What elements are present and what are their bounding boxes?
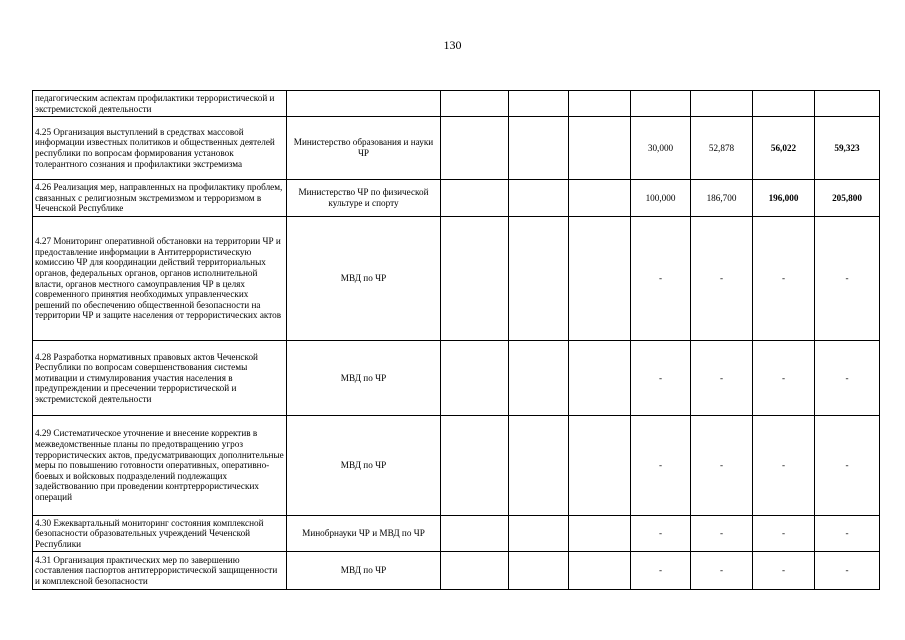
value-cell: 52,878 bbox=[691, 117, 753, 180]
empty-cell bbox=[569, 180, 631, 217]
empty-cell bbox=[569, 516, 631, 552]
empty-cell bbox=[441, 341, 509, 416]
value-cell: - bbox=[691, 217, 753, 341]
value-cell: 196,000 bbox=[753, 180, 815, 217]
value-cell: - bbox=[691, 516, 753, 552]
value-cell: - bbox=[815, 552, 880, 590]
value-cell: - bbox=[631, 217, 691, 341]
page-number: 130 bbox=[443, 38, 462, 52]
empty-cell bbox=[509, 552, 569, 590]
measure-description: 4.31 Организация практических мер по завершению составления паспортов антитеррористической защищенности и комплексной безопасности bbox=[33, 552, 287, 590]
table-row bbox=[33, 217, 880, 341]
value-cell: - bbox=[753, 217, 815, 341]
executor-cell: МВД по ЧР bbox=[287, 552, 441, 590]
value-cell: 100,000 bbox=[631, 180, 691, 217]
value-cell: - bbox=[631, 341, 691, 416]
empty-cell bbox=[441, 416, 509, 516]
empty-cell bbox=[569, 217, 631, 341]
value-cell: - bbox=[691, 552, 753, 590]
empty-cell bbox=[509, 341, 569, 416]
measure-description: педагогическим аспектам профилактики террористической и экстремистской деятельности bbox=[33, 91, 287, 117]
table-row bbox=[33, 341, 880, 416]
value-cell: 186,700 bbox=[691, 180, 753, 217]
empty-cell bbox=[441, 91, 509, 117]
value-cell bbox=[691, 91, 753, 117]
value-cell: 30,000 bbox=[631, 117, 691, 180]
value-cell: 56,022 bbox=[753, 117, 815, 180]
empty-cell bbox=[509, 217, 569, 341]
value-cell: 205,800 bbox=[815, 180, 880, 217]
empty-cell bbox=[509, 117, 569, 180]
table-row bbox=[33, 552, 880, 590]
executor-cell: МВД по ЧР bbox=[287, 341, 441, 416]
value-cell: - bbox=[753, 341, 815, 416]
table-row bbox=[33, 516, 880, 552]
executor-cell: Министерство ЧР по физической культуре и спорту bbox=[287, 180, 441, 217]
executor-cell: МВД по ЧР bbox=[287, 416, 441, 516]
measure-description: 4.30 Ежеквартальный мониторинг состояния комплексной безопасности образовательных учреждений Чеченской Республики bbox=[33, 516, 287, 552]
value-cell: - bbox=[753, 516, 815, 552]
value-cell: - bbox=[753, 416, 815, 516]
empty-cell bbox=[441, 180, 509, 217]
value-cell: - bbox=[815, 516, 880, 552]
measures-table bbox=[32, 90, 880, 590]
value-cell: - bbox=[691, 341, 753, 416]
empty-cell bbox=[509, 416, 569, 516]
value-cell: - bbox=[815, 416, 880, 516]
table-row bbox=[33, 117, 880, 180]
value-cell: - bbox=[691, 416, 753, 516]
empty-cell bbox=[509, 91, 569, 117]
empty-cell bbox=[509, 516, 569, 552]
empty-cell bbox=[509, 180, 569, 217]
table-row bbox=[33, 180, 880, 217]
measure-description: 4.27 Мониторинг оперативной обстановки на территории ЧР и предоставление информации в Антитеррористическую комиссию ЧР для координации действий территориальных органов, федеральных органов, органов исполнительной власти, органов местного самоуправления ЧР в целях современного принятия необходимых управленческих решений по обеспечению общественной безопасности на территории ЧР и защите населения от террористических актов bbox=[33, 217, 287, 341]
value-cell bbox=[753, 91, 815, 117]
value-cell bbox=[815, 91, 880, 117]
value-cell: - bbox=[815, 341, 880, 416]
table-row bbox=[33, 91, 880, 117]
empty-cell bbox=[569, 552, 631, 590]
executor-cell: Министерство образования и науки ЧР bbox=[287, 117, 441, 180]
measure-description: 4.29 Систематическое уточнение и внесение корректив в межведомственные планы по предотвращению угроз террористических актов, предусматривающих дополнительные меры по повышению готовности оперативных, оперативно-боевых и войсковых подразделений подлежащих задействованию при проведении контртеррористических операций bbox=[33, 416, 287, 516]
executor-cell: Минобрнауки ЧР и МВД по ЧР bbox=[287, 516, 441, 552]
empty-cell bbox=[441, 516, 509, 552]
empty-cell bbox=[569, 117, 631, 180]
measure-description: 4.28 Разработка нормативных правовых актов Чеченской Республики по вопросам совершенствования системы мотивации и стимулирования участия населения в предупреждении и пресечении террористической и экстремистской деятельности bbox=[33, 341, 287, 416]
empty-cell bbox=[441, 117, 509, 180]
measure-description: 4.25 Организация выступлений в средствах массовой информации известных политиков и общественных деятелей республики по вопросам формирования установок толерантного сознания и профилактики экстремизма bbox=[33, 117, 287, 180]
value-cell bbox=[631, 91, 691, 117]
value-cell: - bbox=[631, 416, 691, 516]
table-row bbox=[33, 416, 880, 516]
executor-cell: МВД по ЧР bbox=[287, 217, 441, 341]
measure-description: 4.26 Реализация мер, направленных на профилактику проблем, связанных с религиозным экстремизмом и терроризмом в Чеченской Республике bbox=[33, 180, 287, 217]
value-cell: - bbox=[631, 516, 691, 552]
empty-cell bbox=[441, 217, 509, 341]
empty-cell bbox=[441, 552, 509, 590]
executor-cell bbox=[287, 91, 441, 117]
value-cell: - bbox=[631, 552, 691, 590]
empty-cell bbox=[569, 341, 631, 416]
value-cell: - bbox=[753, 552, 815, 590]
value-cell: 59,323 bbox=[815, 117, 880, 180]
empty-cell bbox=[569, 91, 631, 117]
empty-cell bbox=[569, 416, 631, 516]
value-cell: - bbox=[815, 217, 880, 341]
